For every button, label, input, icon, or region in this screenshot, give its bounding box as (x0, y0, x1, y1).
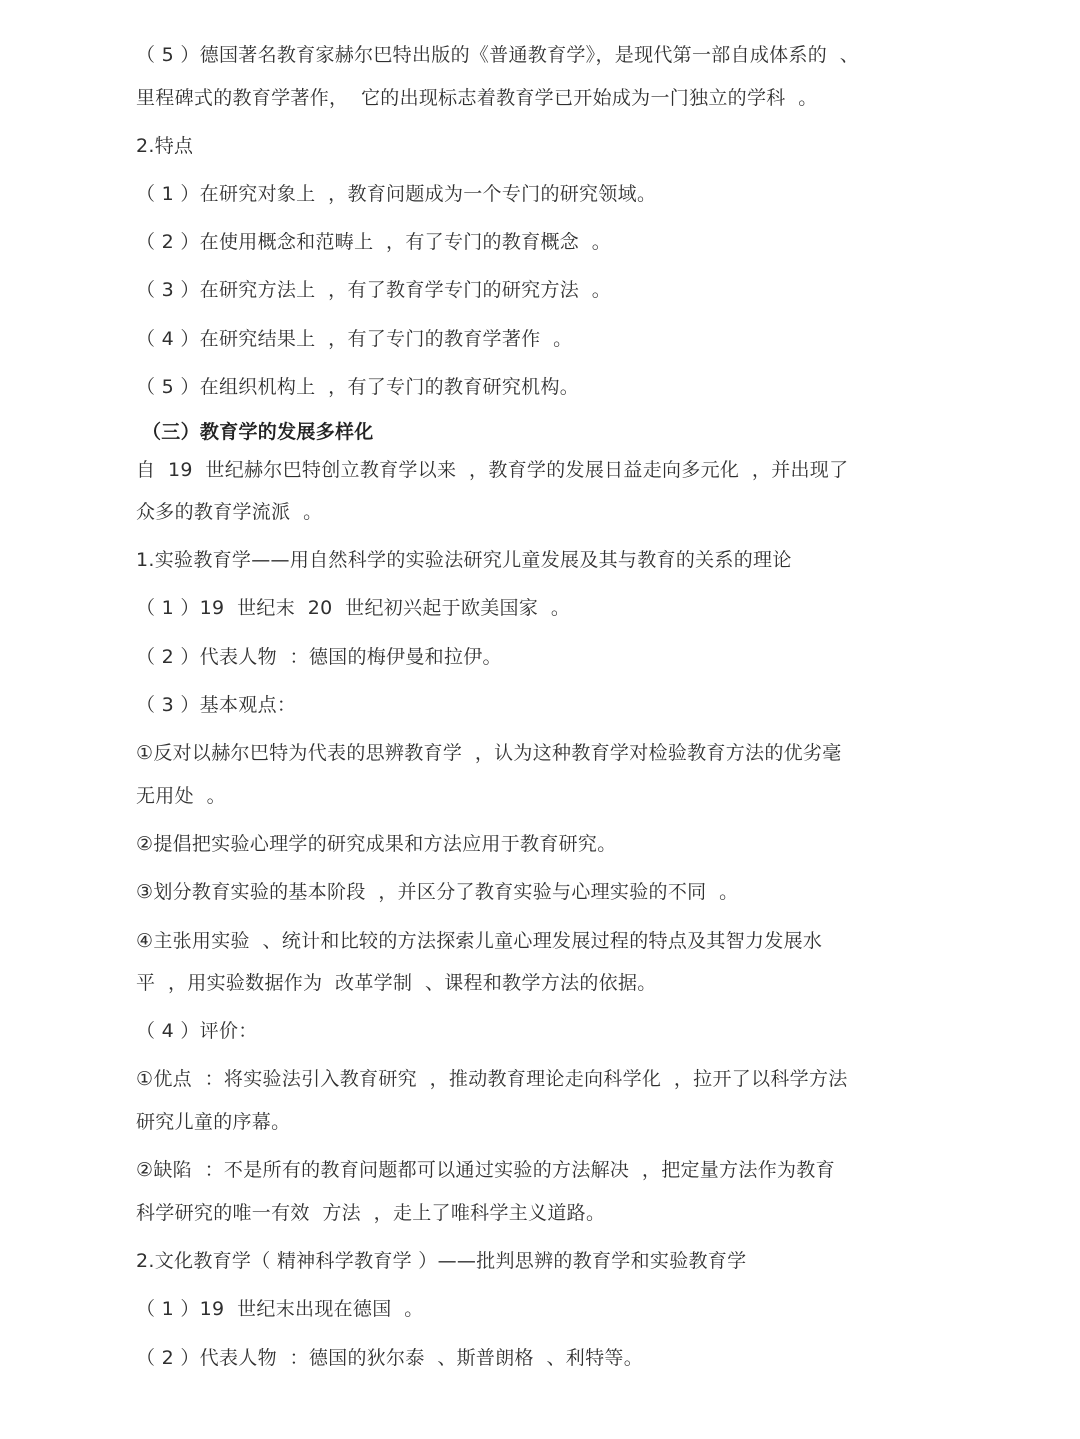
text-line-exp-4: （ 4 ）评价： (136, 1020, 258, 1042)
text-line-merit-cont: 研究儿童的序幕。 (136, 1111, 291, 1133)
section-heading-features: 2.特点 (136, 135, 194, 157)
text-line-feature-3: （ 3 ）在研究方法上 ，有了教育学专门的研究方法 。 (136, 279, 612, 301)
text-line-intro-cont: 众多的教育学流派 。 (136, 501, 323, 523)
section-heading-experimental: 1.实验教育学——用自然科学的实验法研究儿童发展及其与教育的关系的理论 (136, 549, 792, 571)
text-line-intro: 自 19 世纪赫尔巴特创立教育学以来 ，教育学的发展日益走向多元化 ，并出现了 (136, 459, 849, 481)
text-line-view-1-cont: 无用处 。 (136, 785, 226, 807)
text-line-view-4: ④主张用实验 、统计和比较的方法探索儿童心理发展过程的特点及其智力发展水 (136, 930, 823, 952)
text-line-view-2: ②提倡把实验心理学的研究成果和方法应用于教育研究。 (136, 833, 617, 855)
text-line-feature-4: （ 4 ）在研究结果上 ，有了专门的教育学著作 。 (136, 328, 573, 350)
section-heading-cultural: 2.文化教育学（ 精神科学教育学 ）——批判思辨的教育学和实验教育学 (136, 1250, 747, 1272)
text-line-feature-1: （ 1 ）在研究对象上 ，教育问题成为一个专门的研究领域。 (136, 183, 657, 205)
text-line-cult-2: （ 2 ）代表人物 ：德国的狄尔泰 、斯普朗格 、利特等。 (136, 1347, 644, 1369)
text-line-cult-1: （ 1 ）19 世纪末出现在德国 。 (136, 1298, 424, 1320)
text-line-defect-cont: 科学研究的唯一有效 方法 ，走上了唯科学主义道路。 (136, 1202, 606, 1224)
text-line-feature-2: （ 2 ）在使用概念和范畴上 ，有了专门的教育概念 。 (136, 231, 612, 253)
text-line-view-1: ①反对以赫尔巴特为代表的思辨教育学 ，认为这种教育学对检验教育方法的优劣毫 (136, 742, 842, 764)
text-line-merit: ①优点 ：将实验法引入教育研究 ，推动教育理论走向科学化 ，拉开了以科学方法 (136, 1068, 848, 1090)
text-line-view-4-cont: 平 ，用实验数据作为 改革学制 、课程和教学方法的依据。 (136, 972, 657, 994)
text-line-p5-title: （ 5 ）德国著名教育家赫尔巴特出版的《普通教育学》，是现代第一部自成体系的 、 (136, 44, 860, 66)
text-line-exp-3: （ 3 ）基本观点： (136, 694, 297, 716)
text-line-defect: ②缺陷 ：不是所有的教育问题都可以通过实验的方法解决 ，把定量方法作为教育 (136, 1159, 835, 1181)
text-line-p5-cont: 里程碑式的教育学著作， 它的出现标志着教育学已开始成为一门独立的学科 。 (136, 87, 818, 109)
text-line-exp-2: （ 2 ）代表人物 ：德国的梅伊曼和拉伊。 (136, 646, 502, 668)
text-line-exp-1: （ 1 ）19 世纪末 20 世纪初兴起于欧美国家 。 (136, 597, 571, 619)
text-line-view-3: ③划分教育实验的基本阶段 ，并区分了教育实验与心理实验的不同 。 (136, 881, 739, 903)
section-heading-diversification: （三）教育学的发展多样化 (142, 421, 374, 443)
text-line-feature-5: （ 5 ）在组织机构上 ，有了专门的教育研究机构。 (136, 376, 580, 398)
